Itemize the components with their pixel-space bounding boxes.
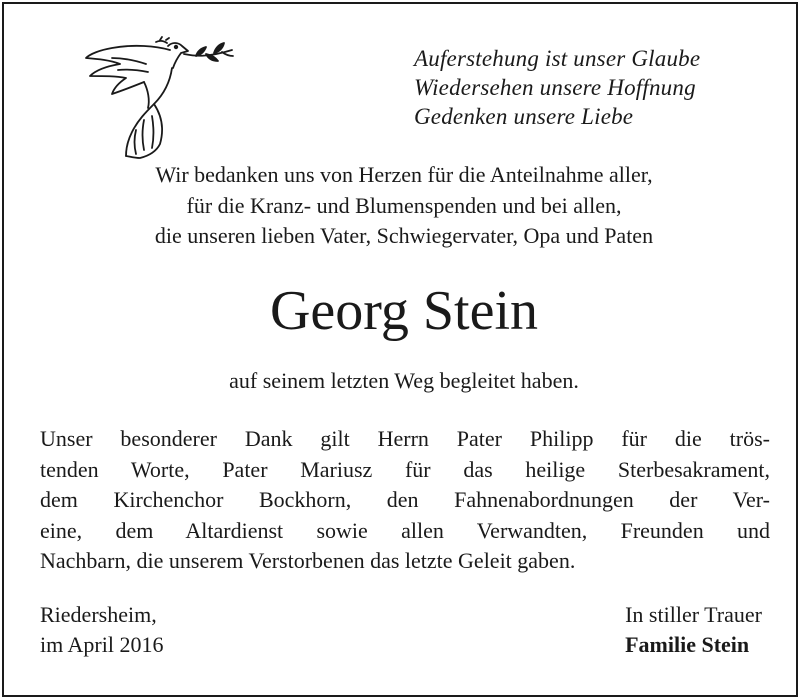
dove-icon — [72, 34, 236, 160]
escort-line: auf seinem letzten Weg begleitet haben. — [229, 368, 579, 393]
family-name: Familie Stein — [625, 632, 750, 657]
thanks-line: die unseren lieben Vater, Schwiegervater, Opa und Paten — [154, 223, 654, 248]
motto-line: Gedenken unsere Liebe — [414, 104, 634, 129]
special-thanks-line: Nachbarn, die unserem Verstorbenen das letzte Geleit gaben. — [40, 548, 576, 573]
thanks-line: Wir bedanken uns von Herzen für die Anteilnahme aller, — [155, 162, 653, 187]
signature-block — [625, 600, 762, 660]
special-thanks-line: eine, dem Altardienst sowie allen Verwandten, Freunden und — [40, 517, 770, 543]
special-thanks-line: Unser besonderer Dank gilt Herrn Pater Philipp für die trös- — [40, 426, 770, 451]
place-date — [40, 600, 163, 660]
obituary-notice — [2, 2, 798, 697]
thanks-paragraph — [4, 160, 800, 252]
special-thanks-paragraph — [40, 424, 770, 577]
special-thanks-line: dem Kirchenchor Bockhorn, den Fahnenabordnungen der Ver- — [40, 487, 770, 512]
closing: In stiller Trauer — [625, 602, 762, 627]
deceased-name: Georg Stein — [269, 280, 539, 342]
place: Riedersheim, — [40, 602, 157, 627]
special-thanks-line: tenden Worte, Pater Mariusz für das heilige Sterbesakrament, — [40, 456, 770, 482]
date: im April 2016 — [40, 632, 164, 657]
motto — [414, 44, 700, 131]
thanks-line: für die Kranz- und Blumenspenden und bei allen, — [186, 192, 622, 218]
motto-line: Auferstehung ist unser Glaube — [414, 46, 701, 71]
motto-line: Wiedersehen unsere Hoffnung — [414, 75, 696, 100]
